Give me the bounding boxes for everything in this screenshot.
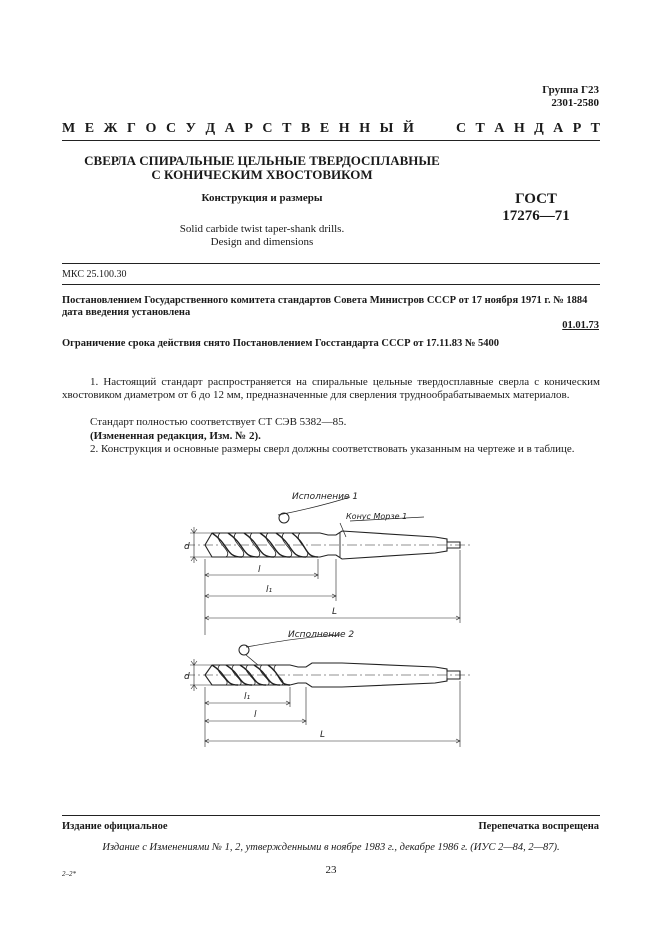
marking-circle-2 (239, 645, 249, 655)
english-title-line-1: Solid carbide twist taper-shank drills. (179, 223, 345, 235)
gost-number: 17276—71 (502, 208, 570, 224)
reprint-prohibited: Перепечатка воспрещена (478, 821, 599, 832)
title-line-1: СВЕРЛА СПИРАЛЬНЫЕ ЦЕЛЬНЫЕ ТВЕРДОСПЛАВНЫЕ (84, 153, 440, 168)
decree-text: Постановлением Государственного комитета стандартов Совета Министров СССР от 17 ноября 1971 г. № 1884 дата введения установлена (62, 295, 588, 318)
banner-interstate: М Е Ж Г О С У Д А Р С Т В Е Н Н Ы Й (62, 121, 414, 136)
paragraph-4: 2. Конструкция и основные размеры сверл должны соответствовать указанным на чертеже и в таблице. (90, 443, 575, 455)
print-stamp: 2–2* (62, 870, 76, 878)
dim-l-v2: l (254, 710, 257, 720)
dim-L-v2: L (320, 730, 326, 740)
effective-date: 01.01.73 (562, 320, 599, 331)
dim-d-v1: d (184, 542, 190, 552)
paragraph-3: (Измененная редакция, Изм. № 2). (90, 430, 261, 442)
gost-label: ГОСТ (515, 191, 557, 207)
version-1-label: Исполнение 1 (292, 492, 359, 502)
dim-d-v2: d (184, 672, 190, 682)
paragraph-1: 1. Настоящий стандарт распространяется на спиральные цельные твердосплавные сверла с коническим хвостовиком диаметром от 6 до 12 мм, предназначенные для сверления труднообрабатываемых материалов. (62, 376, 600, 401)
header-rule (62, 140, 600, 141)
gost-designation (472, 191, 600, 225)
group-label (542, 84, 599, 110)
decree-rule (62, 284, 600, 285)
drill-drawing (150, 485, 480, 765)
group-code: Группа Г23 (542, 84, 599, 96)
document-title (62, 154, 462, 182)
title-line-2: С КОНИЧЕСКИМ ХВОСТОВИКОМ (151, 167, 373, 182)
version-2-label: Исполнение 2 (288, 630, 355, 640)
english-title-line-2: Design and dimensions (210, 236, 314, 248)
page-number: 23 (325, 864, 337, 876)
dim-L-v1: L (332, 607, 338, 617)
dim-l1-v2: l₁ (244, 692, 251, 702)
mks-rule (62, 263, 600, 264)
paragraph-2: Стандарт полностью соответствует СТ СЭВ 5382—85. (90, 416, 347, 428)
restriction-text: Ограничение срока действия снято Постановлением Госстандарта СССР от 17.11.83 № 5400 (62, 338, 500, 349)
morse-taper-label: Конус Морзе 1 (346, 512, 408, 521)
standard-banner (62, 121, 600, 137)
english-title (62, 223, 462, 249)
edition-note: Издание с Изменениями № 1, 2, утвержденными в ноябре 1983 г., декабре 1986 г. (ИУС 2—84, 2—87). (102, 842, 560, 853)
dim-l-v1: l (258, 565, 261, 575)
footer-rule (62, 815, 600, 816)
marking-circle-1 (279, 513, 289, 523)
document-subtitle: Конструкция и размеры (201, 192, 323, 204)
banner-standard: С Т А Н Д А Р Т (456, 121, 600, 136)
classification-code: 2301-2580 (551, 97, 599, 109)
official-edition: Издание официальное (62, 821, 168, 832)
mks-code: МКС 25.100.30 (62, 269, 127, 280)
dim-l1-v1: l₁ (266, 585, 273, 595)
